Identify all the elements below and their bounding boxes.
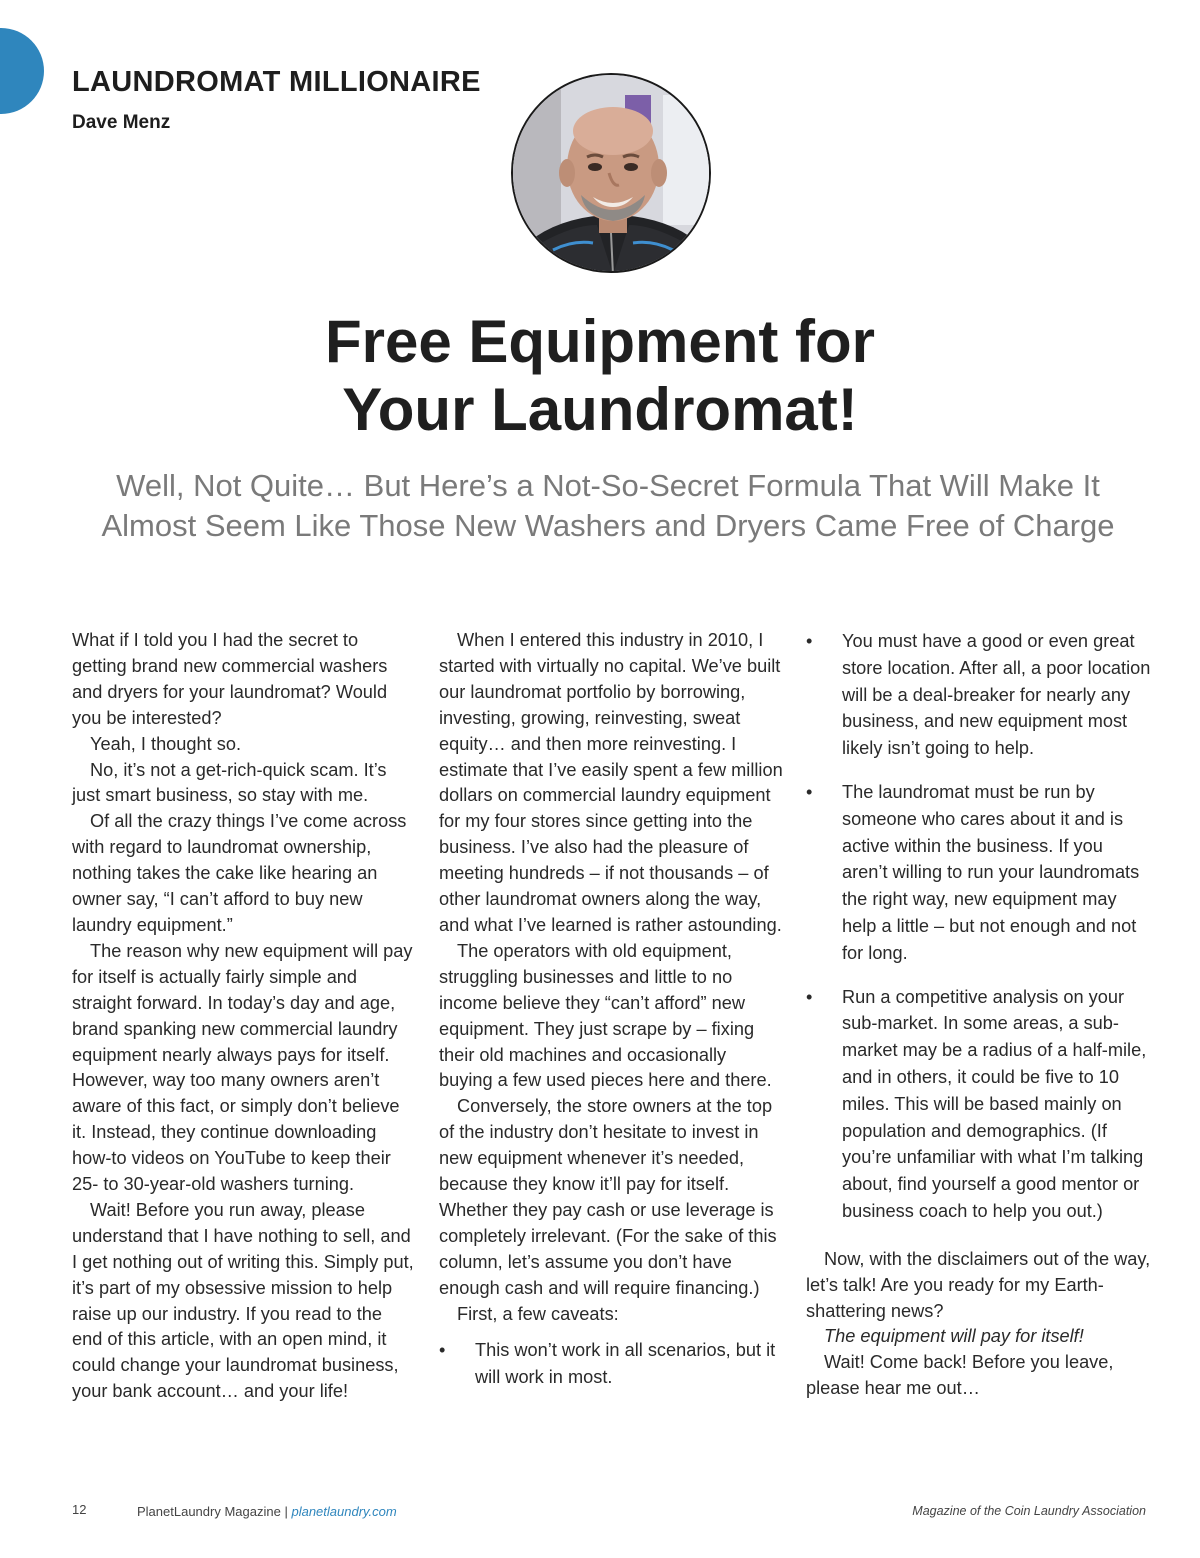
column-name: LAUNDROMAT MILLIONAIRE [72, 66, 481, 98]
body-column-1 [72, 628, 417, 1405]
magazine-name: PlanetLaundry Magazine [137, 1504, 281, 1519]
emphasis-line: The equipment will pay for itself! [824, 1326, 1084, 1347]
author-byline: Dave Menz [72, 112, 171, 133]
association-credit: Magazine of the Coin Laundry Association [912, 1504, 1146, 1518]
bullet-icon: • [806, 781, 813, 802]
section-tab-circle [0, 28, 44, 114]
bullet-icon: • [806, 631, 813, 651]
headline-line-2: Your Laundromat! [342, 376, 858, 443]
paragraph: Now, with the disclaimers out of the way, let’s talk! Are you ready for my Earth-shattering news? [806, 1248, 1151, 1321]
paragraph: No, it’s not a get-rich-quick scam. It’s just smart business, so stay with me. [72, 759, 387, 806]
paragraph: Yeah, I thought so. [90, 733, 242, 754]
paragraph: Of all the crazy things I’ve come across with regard to laundromat ownership, nothing takes the cake like hearing an owner say, “I can’t afford to buy new laundry equipment.” [72, 811, 407, 935]
article-subheadline [0, 466, 1200, 546]
caveat-text: The laundromat must be run by someone who cares about it and is active within the business. If you aren’t willing to run your laundromats the right way, new equipment may help a little – but not enough and not for long. [842, 781, 1140, 963]
magazine-url-link[interactable]: planetlaundry.com [291, 1504, 397, 1519]
paragraph: First, a few caveats: [457, 1303, 619, 1324]
caveat-list-item [806, 628, 1151, 762]
author-portrait [511, 73, 711, 273]
portrait-illustration [513, 75, 711, 273]
body-column-3 [806, 628, 1151, 1402]
paragraph: When I entered this industry in 2010, I started with virtually no capital. We’ve built our laundromat portfolio by borrowing, investing, growing, reinvesting, sweat equity… and then more reinvesting. I estimate that I’ve easily spent a few million dollars on commercial laundry equipment for my four stores since getting into the business. I’ve also had the pleasure of meeting hundreds – if not thousands – of other laundromat owners along the way, and what I’ve learned is rather astounding. [439, 630, 783, 935]
caveat-text: Run a competitive analysis on your sub-market. In some areas, a sub-market may be a radius of a half-mile, and in others, it could be five to 10 miles. This will be based mainly on population and demographics. (If you’re unfamiliar with what I’m talking about, find yourself a good mentor or business coach to help you out.) [842, 986, 1147, 1221]
caveat-text: You must have a good or even great store location. After all, a poor location will be a deal-breaker for nearly any business, and new equipment most likely isn’t going to help. [842, 631, 1151, 759]
deck-line-1: Well, Not Quite… But Here’s a Not-So-Secret Formula That Will Make It [116, 468, 1100, 503]
magazine-credit [137, 1504, 397, 1519]
bullet-icon: • [806, 986, 813, 1007]
paragraph: The reason why new equipment will pay for itself is actually fairly simple and straight forward. In today’s day and age, brand spanking new commercial laundry equipment nearly always pays for itself. However, way too many owners aren’t aware of this fact, or simply don’t believe it. Instead, they continue downloading how-to videos on YouTube to keep their 25- to 30-year-old washers turning. [72, 940, 413, 1195]
article-headline [0, 308, 1200, 444]
caveat-list-item [439, 1337, 784, 1391]
deck-line-2: Almost Seem Like Those New Washers and Dryers Came Free of Charge [101, 508, 1115, 543]
bullet-icon: • [439, 1340, 446, 1361]
paragraph: What if I told you I had the secret to getting brand new commercial washers and dryers for your laundromat? Would you be interested? [72, 630, 388, 728]
headline-line-1: Free Equipment for [324, 308, 876, 375]
caveat-list-item [806, 984, 1151, 1225]
paragraph: Conversely, the store owners at the top of the industry don’t hesitate to invest in new equipment whenever it’s needed, because they know it’ll pay for itself. Whether they pay cash or use leverage is completely irrelevant. (For the sake of this column, let’s assume you don’t have enough cash and will require financing.) [439, 1096, 777, 1298]
paragraph: Wait! Come back! Before you leave, please hear me out… [806, 1352, 1114, 1399]
paragraph: Wait! Before you run away, please understand that I have nothing to sell, and I get nothing out of writing this. Simply put, it’s part of my obsessive mission to help raise up our industry. If you read to the end of this article, with an open mind, it could change your laundromat business, your bank account… and your life! [72, 1199, 414, 1402]
paragraph: The operators with old equipment, struggling businesses and little to no income believe they “can’t afford” new equipment. They just scrape by – fixing their old machines and occasionally buying a few used pieces here and there. [439, 940, 772, 1091]
caveat-text: This won’t work in all scenarios, but it will work in most. [475, 1340, 776, 1388]
caveat-list-item [806, 779, 1151, 967]
page-number: 12 [72, 1502, 87, 1517]
body-column-2 [439, 628, 784, 1409]
footer-separator: | [284, 1504, 288, 1519]
